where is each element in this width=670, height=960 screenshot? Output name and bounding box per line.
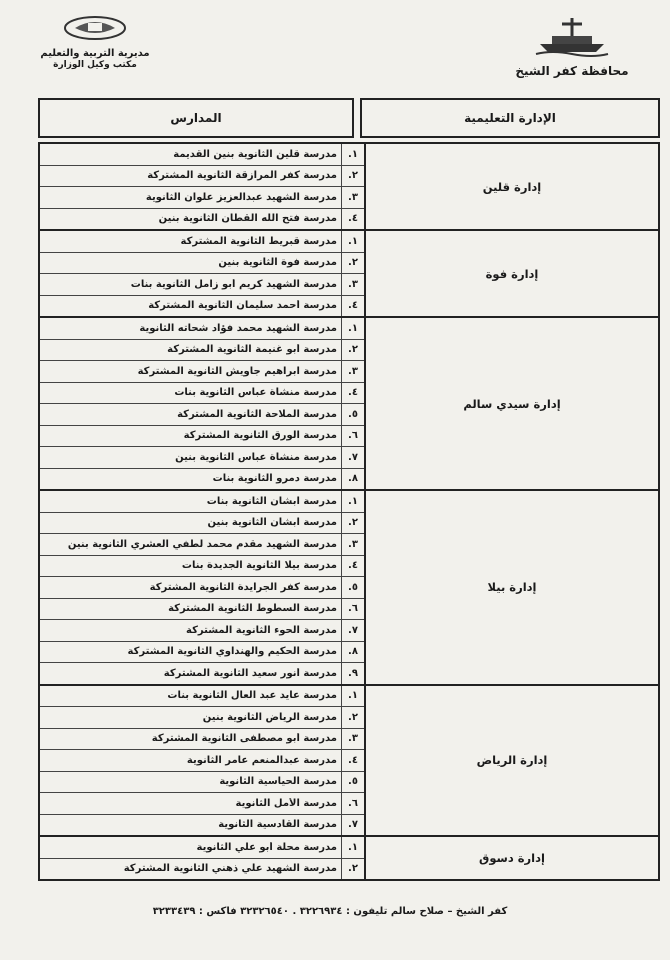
school-name: مدرسة عبدالمنعم عامر الثانوية: [186, 754, 337, 766]
directorate-name: مديرية التربية والتعليم: [40, 48, 150, 59]
table-body: [38, 142, 660, 881]
school-number: ٦.: [341, 426, 364, 447]
school-number: ٤.: [341, 556, 364, 577]
admin-name: إدارة دسوق: [364, 837, 658, 879]
school-number: ١.: [341, 491, 364, 512]
school-name: مدرسة ابشان الثانوية بنات: [206, 495, 337, 507]
table-row: [40, 491, 364, 513]
school-number: ٣.: [341, 729, 364, 750]
school-name: مدرسة قلين الثانوية بنين القديمة: [173, 148, 337, 160]
table-row: [40, 859, 364, 880]
table-row: [40, 144, 364, 166]
school-list: [40, 491, 364, 684]
school-name: مدرسة أبو غنيمة الثانوية المشتركة: [167, 344, 337, 356]
school-name: مدرسة الشهيد مقدم محمد لطفي العشري الثانوية بنين: [67, 538, 337, 550]
school-list: [40, 231, 364, 316]
school-number: ٥.: [341, 577, 364, 598]
school-number: ٧.: [341, 447, 364, 468]
admin-group: [38, 684, 660, 836]
table-row: [40, 469, 364, 490]
table-row: [40, 231, 364, 253]
school-name: مدرسة قبريط الثانوية المشتركة: [180, 235, 337, 247]
school-number: ١.: [341, 231, 364, 252]
table-row: [40, 729, 364, 751]
deputy-office: مكتب وكيل الوزارة: [53, 60, 137, 70]
table-row: [40, 599, 364, 621]
school-number: ٥.: [341, 404, 364, 425]
school-name: مدرسة كفر المرازقة الثانوية المشتركة: [147, 170, 337, 182]
school-number: ٢.: [341, 340, 364, 361]
school-name: مدرسة الشهيد علي ذهني الثانوية المشتركة: [123, 863, 337, 875]
admin-name: إدارة سيدي سالم: [364, 318, 658, 489]
school-number: ٣.: [341, 274, 364, 295]
school-name: مدرسة دمرو الثانوية بنات: [212, 473, 337, 485]
school-name: مدرسة الملاحة الثانوية المشتركة: [177, 408, 337, 420]
school-number: ٢.: [341, 253, 364, 274]
table-row: [40, 404, 364, 426]
table-row: [40, 209, 364, 230]
school-number: ٨.: [341, 642, 364, 663]
school-list: [40, 686, 364, 836]
governorate-header: [502, 14, 642, 78]
table-row: [40, 318, 364, 340]
ministry-logo-icon: [60, 14, 130, 42]
school-number: ٧.: [341, 815, 364, 836]
table-row: [40, 815, 364, 836]
governorate-emblem-icon: [532, 14, 612, 58]
school-name: مدرسة أبو مصطفى الثانوية المشتركة: [151, 733, 337, 745]
school-name: مدرسة كفر الجرايدة الثانوية المشتركة: [149, 581, 337, 593]
school-name: مدرسة فتح الله القطان الثانوية بنين: [158, 213, 337, 225]
admin-group: [38, 835, 660, 881]
school-list: [40, 318, 364, 489]
table-row: [40, 793, 364, 815]
admin-name: إدارة قلين: [364, 144, 658, 229]
school-number: ٧.: [341, 620, 364, 641]
school-number: ٤.: [341, 383, 364, 404]
school-number: ٢.: [341, 513, 364, 534]
table-row: [40, 166, 364, 188]
table-row: [40, 447, 364, 469]
school-number: ٤.: [341, 750, 364, 771]
table-row: [40, 556, 364, 578]
school-name: مدرسة الشهيد عبدالعزيز علوان الثانوية: [145, 191, 337, 203]
school-name: مدرسة ابشان الثانوية بنين: [207, 517, 337, 529]
admin-group: [38, 229, 660, 316]
school-number: ٦.: [341, 793, 364, 814]
admin-group: [38, 489, 660, 684]
school-name: مدرسة القادسية الثانوية: [218, 819, 337, 831]
school-number: ٥.: [341, 772, 364, 793]
admin-name: إدارة الرياض: [364, 686, 658, 836]
school-name: مدرسة عايد عبد العال الثانوية بنات: [167, 690, 337, 702]
table-row: [40, 577, 364, 599]
school-name: مدرسة الأمل الثانوية: [235, 797, 337, 809]
school-number: ٩.: [341, 663, 364, 684]
table-row: [40, 513, 364, 535]
table-header-row: [38, 98, 660, 138]
schools-column-header: المدارس: [38, 98, 354, 138]
table-row: [40, 340, 364, 362]
table-row: [40, 707, 364, 729]
school-number: ٢.: [341, 859, 364, 880]
school-number: ١.: [341, 318, 364, 339]
table-row: [40, 772, 364, 794]
school-name: مدرسة الشهيد كريم أبو زامل الثانوية بنات: [130, 278, 337, 290]
school-number: ١.: [341, 837, 364, 858]
admin-name: إدارة فوة: [364, 231, 658, 316]
school-name: مدرسة الشهيد محمد فؤاد شحاته الثانوية: [139, 322, 337, 334]
table-row: [40, 620, 364, 642]
table-row: [40, 253, 364, 275]
school-name: مدرسة بيلا الثانوية الجديدة بنات: [181, 560, 337, 572]
admin-group: [38, 142, 660, 229]
school-number: ٣.: [341, 534, 364, 555]
school-number: ٣.: [341, 361, 364, 382]
school-name: مدرسة أحمد سليمان الثانوية المشتركة: [148, 300, 337, 312]
table-row: [40, 686, 364, 708]
school-name: مدرسة السطوط الثانوية المشتركة: [168, 603, 337, 615]
school-name: مدرسة الرياض الثانوية بنين: [202, 711, 337, 723]
table-row: [40, 274, 364, 296]
school-name: مدرسة الحكيم والهنداوي الثانوية المشتركة: [127, 646, 337, 658]
school-name: مدرسة فوة الثانوية بنين: [218, 257, 337, 269]
school-name: مدرسة محلة أبو علي الثانوية: [196, 841, 337, 853]
table-row: [40, 361, 364, 383]
school-number: ١.: [341, 686, 364, 707]
school-list: [40, 837, 364, 879]
table-row: [40, 663, 364, 684]
school-number: ٤.: [341, 296, 364, 317]
table-row: [40, 837, 364, 859]
school-name: مدرسة منشاة عباس الثانوية بنين: [175, 451, 337, 463]
school-number: ٦.: [341, 599, 364, 620]
admin-name: إدارة بيلا: [364, 491, 658, 684]
school-number: ٢.: [341, 166, 364, 187]
school-name: مدرسة الحوء الثانوية المشتركة: [186, 624, 337, 636]
admin-column-header: الإدارة التعليمية: [360, 98, 660, 138]
school-name: مدرسة أنور سعيد الثانوية المشتركة: [163, 667, 337, 679]
directorate-header: [30, 14, 160, 70]
governorate-title: محافظة كفر الشيخ: [515, 64, 629, 78]
table-row: [40, 383, 364, 405]
school-number: ١.: [341, 144, 364, 165]
table-row: [40, 534, 364, 556]
table-row: [40, 642, 364, 664]
school-name: مدرسة الحياسية الثانوية: [219, 776, 337, 788]
school-number: ٨.: [341, 469, 364, 490]
school-name: مدرسة ابراهيم جاويش الثانوية المشتركة: [137, 365, 337, 377]
table-row: [40, 187, 364, 209]
school-name: مدرسة الورق الثانوية المشتركة: [183, 430, 337, 442]
footer-contact: كفر الشيخ – صلاح سالم تليفون : ٣٢٢٦٩٣٤ . ٣٢٣٢٦٥٤٠ فاكس : ٣٢٣٣٤٣٩: [152, 906, 508, 917]
school-number: ٣.: [341, 187, 364, 208]
table-row: [40, 750, 364, 772]
table-row: [40, 296, 364, 317]
school-number: ٢.: [341, 707, 364, 728]
table-row: [40, 426, 364, 448]
schools-table: [38, 98, 660, 881]
school-list: [40, 144, 364, 229]
admin-group: [38, 316, 660, 489]
school-number: ٤.: [341, 209, 364, 230]
school-name: مدرسة منشاة عباس الثانوية بنات: [174, 387, 337, 399]
